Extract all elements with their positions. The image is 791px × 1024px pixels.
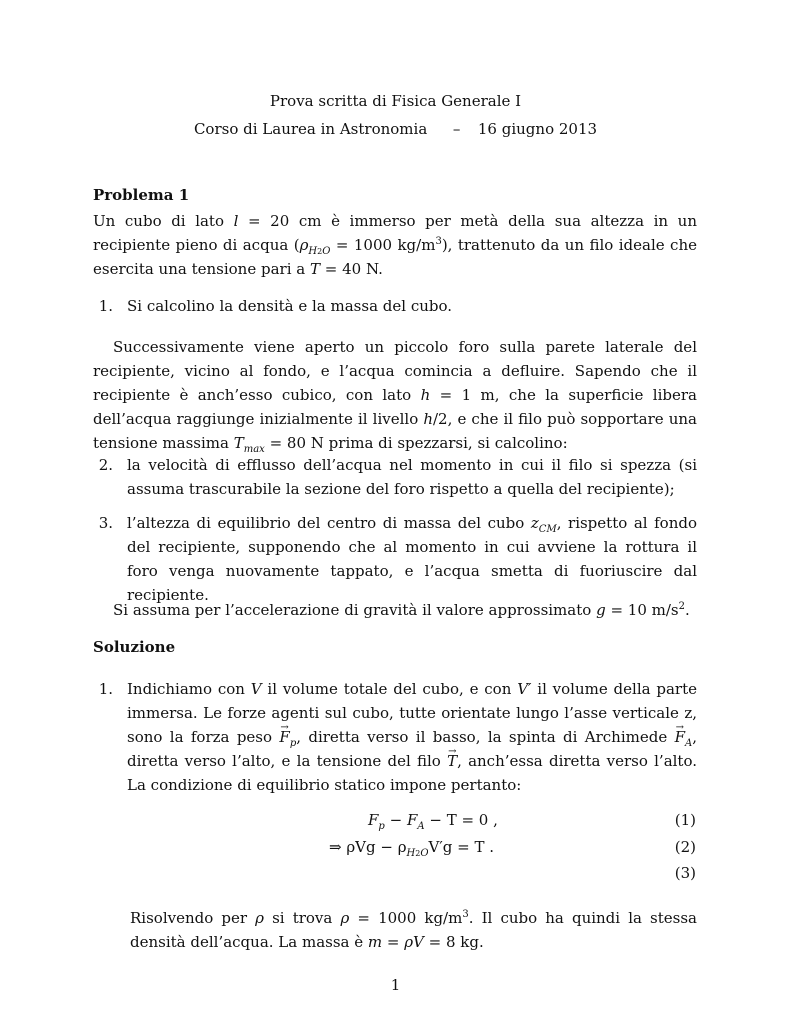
equation-1: $F_p - F_A - T = 0$ , <box>368 811 498 832</box>
solution-result: Risolvendo per ρ si trova ρ = 1000 $kg/m^3$. Il cubo ha quindi la stessa densità dell’acqua. La massa è m = ρV = 8 kg. <box>130 909 697 951</box>
equation-2: ⇒ $\rho Vg - \rho_{H2O}V'g = T$ . <box>329 838 495 859</box>
course-name: Corso di Laurea in Astronomia <box>193 120 428 138</box>
exam-date: 16 giugno 2013 <box>477 120 598 138</box>
problem-heading: Problema 1 <box>93 186 190 204</box>
equation-number-2: (2) <box>674 838 696 856</box>
problem-paragraph-2: Successivamente viene aperto un piccolo foro sulla parete laterale del recipiente, vicino al fondo, e l’acqua comincia a defluire. Sapendo che il recipiente è anch’esso cubico, con lato h = 1 m, che la superficie libera dell’acqua raggiunge inizialmente il livello h/2, e che il filo può sopportare una tensione massima $T_{max} = 80$ N prima di spezzarsi, si calcolino: <box>93 338 697 455</box>
gravity-assumption: Si assuma per l’accelerazione di gravità il valore approssimato g = 10 $m/s^2$. <box>113 601 690 619</box>
document-page: Prova scritta di Fisica Generale I Corso di Laurea in Astronomia – 16 giugno 2013 Problema 1 Un cubo di lato l = 20 cm è immerso per metà della sua altezza in un recipiente pieno di acqua ($\rho_{H2O} = 1000$ $kg/m^3$), trattenuto da un filo ideale che esercita una tensione pari a T = 40 N. 1. Si calcolino la densità e la massa del cubo. Successivamente viene aperto un piccolo foro sulla parete laterale del recipiente, vicino al fondo, e l’acqua comincia a defluire. Sapendo che il recipiente è anch’esso cubico, con lato h = 1 m, che la superficie libera dell’acqua raggiunge inizialmente il livello h/2, e che il filo può sopportare una tensione massima $T_{max} = 80$ N prima di spezzarsi, si calcolino: 2. la velocità di efflusso dell’acqua nel momento in cui il filo si spezza (si assuma trascurabile la sezione del foro rispetto a quella del recipiente); 3. l’altezza di equilibrio del centro di massa del cubo $z_{CM}$, rispetto al fondo del recipiente, supponendo che al momento in cui avviene la rottura il foro venga nuovamente tappato, e l’acqua smetta di fuoriuscire dal recipiente. Si assuma per l’accelerazione di gravità il valore approssimato g = 10 $m/s^2$. Soluzione 1. Indichiamo con V il volume totale del cubo, e con V′ il volume della parte immersa. Le forze agenti sul cubo, tutte orientate lungo l’asse verticale z, sono la forza peso → $F_p$, diretta verso il basso, la spinta di Archimede → $F_A$, diretta verso l’alto, e la tensione del filo → T, anch’essa diretta verso l’alto. La condizione di equilibrio statico impone pertanto: $F_p - F_A - T = 0$ , (1) ⇒ $\rho Vg - \rho_{H2O}V'g = T$ . (2) (3) Risolvendo per ρ si trova ρ = 1000 $kg/m^3$. Il cubo ha quindi la stessa densità dell’acqua. La massa è m = ρV = 8 kg. 1 <box>0 0 791 1024</box>
course-line <box>0 120 791 138</box>
problem-intro: Un cubo di lato l = 20 cm è immerso per metà della sua altezza in un recipiente pieno di acqua ($\rho_{H2O} = 1000$ $kg/m^3$), trattenuto da un filo ideale che esercita una tensione pari a T = 40 N. <box>93 212 697 278</box>
page-number: 1 <box>390 976 401 994</box>
equation-number-3: (3) <box>674 864 696 882</box>
solution-heading: Soluzione <box>93 638 176 656</box>
date-separator: – <box>452 120 461 138</box>
equation-number-1: (1) <box>674 811 696 829</box>
exam-title: Prova scritta di Fisica Generale I <box>269 92 522 110</box>
